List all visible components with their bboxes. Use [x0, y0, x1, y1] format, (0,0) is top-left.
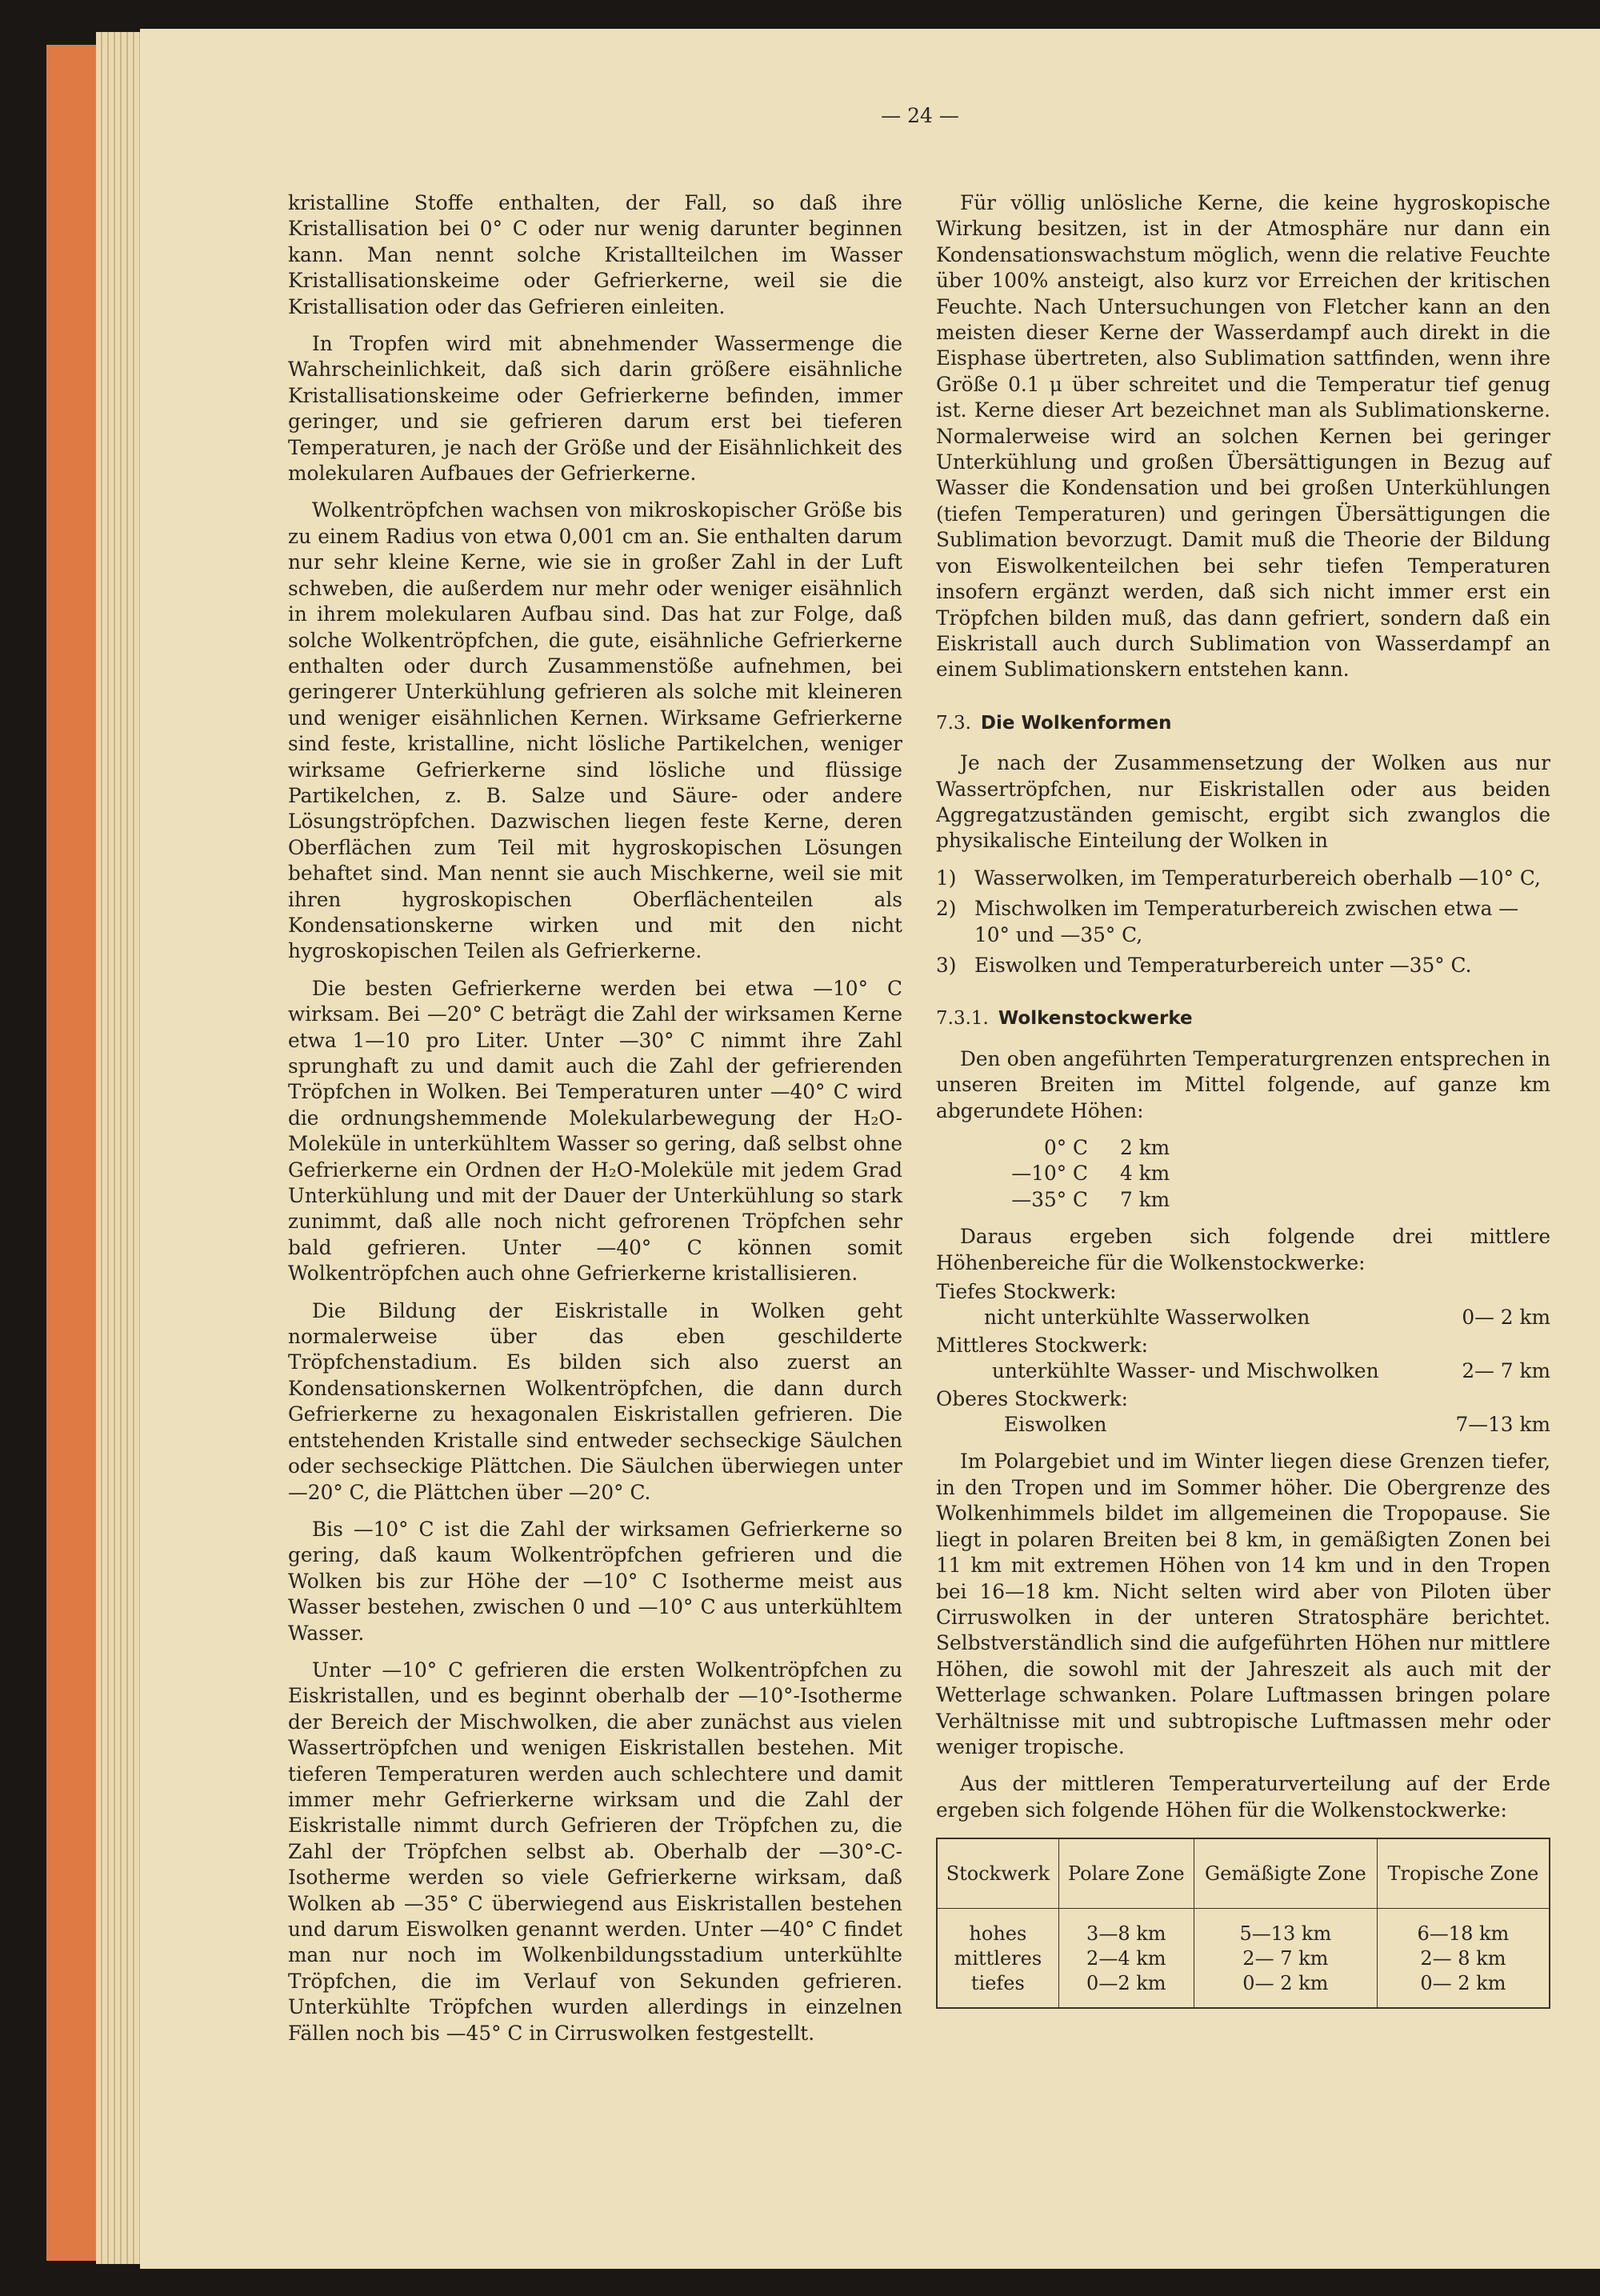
subsection-heading [936, 1006, 1550, 1031]
right-column [936, 190, 1550, 2009]
section-title: Die Wolkenformen [980, 712, 1172, 734]
paragraph: Bis —10° C ist die Zahl der wirksamen Gefrierkerne so gering, daß kaum Wolkentröpfchen gefrieren und die Wolken bis zur Höhe der —10° C Isotherme meist aus Wasser bestehen, zwischen 0 und —10° C aus unterkühltem Wasser. [288, 1517, 902, 1645]
table-header: Polare Zone [1058, 1838, 1194, 1909]
table-cell: hohes mittleres tiefes [937, 1909, 1058, 2009]
paragraph: Für völlig unlösliche Kerne, die keine hygroskopische Wirkung besitzen, ist in der Atmosphäre nur dann ein Kondensationswachstum möglich, wenn die relative Feuchte über 100% ansteigt, also kurz vor Erreichen der kritischen Feuchte. Nach Untersuchungen von Fletcher kann an den meisten dieser Kerne der Wasserdampf auch direkt in die Eisphase übertreten, also Sublimation sattfinden, wenn ihre Größe 0.1 μ über schreitet und die Temperatur tief genug ist. Kerne dieser Art bezeichnet man als Sublimationskerne. Normalerweise wird an solchen Kernen bei geringer Unterkühlung und großen Übersättigungen in Bezug auf Wasser die Kondensation und bei großen Unterkühlungen (tiefen Temperaturen) und geringen Übersättigungen die Sublimation bevorzugt. Damit muß die Theorie der Bildung von Eiswolkenteilchen bei sehr tiefen Temperaturen insofern ergänzt werden, daß sich nicht immer erst ein Tröpfchen bilden muß, das dann gefriert, sondern daß ein Eiskristall auch durch Sublimation von Wasserdampf an einem Sublimationskern entstehen kann. [936, 191, 1550, 682]
level-item: Tiefes Stockwerk: nicht unterkühlte Wasserwolken 0— 2 km [936, 1280, 1550, 1330]
paragraph: In Tropfen wird mit abnehmender Wassermenge die Wahrscheinlichkeit, daß sich darin größere eisähnliche Kristallisationskeime oder Gefrierkerne befinden, immer geringer, und sie gefrieren darum erst bei tieferen Temperaturen, je nach der Größe und der Eisähnlichkeit des molekularen Aufbaues der Gefrierkerne. [288, 332, 902, 486]
paragraph: Daraus ergeben sich folgende drei mittlere Höhenbereiche für die Wolkenstockwerke: [936, 1225, 1550, 1274]
left-column [288, 190, 902, 2058]
table-row [937, 1909, 1550, 2009]
paragraph: Die besten Gefrierkerne werden bei etwa —10° C wirksam. Bei —20° C beträgt die Zahl der wirksamen Kerne etwa 1—10 pro Liter. Unter —30° C nimmt ihre Zahl sprunghaft zu und damit auch die Zahl der gefrierenden Tröpfchen in Wolken. Bei Temperaturen unter —40° C wird die ordnungshemmende Molekularbewegung der H₂O-Moleküle in unterkühltem Wasser so gering, daß selbst ohne Gefrierkerne ein Ordnen der H₂O-Moleküle mit jedem Grad Unterkühlung und mit der Dauer der Unterkühlung so stark zunimmt, daß alle noch nicht gefrorenen Tröpfchen sehr bald gefrieren. Unter —40° C können somit Wolkentröpfchen auch ohne Gefrierkerne kristallisieren. [288, 976, 902, 1286]
table-cell: 5—13 km 2— 7 km 0— 2 km [1194, 1909, 1377, 2009]
list-item: —35° C 7 km [1011, 1187, 1170, 1211]
section-heading [936, 710, 1550, 736]
table-cell: 3—8 km 2—4 km 0—2 km [1058, 1909, 1194, 2009]
list-item: 1) Wasserwolken, im Temperaturbereich oberhalb —10° C, [936, 866, 1541, 890]
list-item: —10° C 4 km [1011, 1162, 1170, 1186]
subsection-number: 7.3.1. [936, 1008, 989, 1030]
paragraph: Wolkentröpfchen wachsen von mikroskopischer Größe bis zu einem Radius von etwa 0,001 cm an. Sie enthalten darum nur sehr kleine Kerne, wie sie in großer Zahl in der Luft schweben, die außerdem nur mehr oder weniger eisähnlich in ihrem molekularen Aufbau sind. Das hat zur Folge, daß solche Wolkentröpfchen, die gute, eisähnliche Gefrierkerne enthalten oder durch Zusammenstöße aufnehmen, bei geringerer Unterkühlung gefrieren als solche mit kleineren und weniger eisähnlichen Kernen. Wirksame Gefrierkerne sind feste, kristalline, nicht lösliche Partikelchen, weniger wirksame Gefrierkerne sind lösliche und flüssige Partikelchen, z. B. Salze und Säure- oder andere Lösungströpfchen. Dazwischen liegen feste Kerne, deren Oberflächen zum Teil mit hygroskopischen Lösungen behaftet sind. Man nennt sie auch Mischkerne, weil sie mit ihren hygroskopischen Oberflächenteilen als Kondensationskerne wirken und mit den nicht hygroskopischen Teilen als Gefrierkerne. [288, 498, 902, 963]
temperature-height-list [1000, 1135, 1550, 1213]
paragraph: Den oben angeführten Temperaturgrenzen entsprechen in unseren Breiten im Mittel folgende, auf ganze km abgerundete Höhen: [936, 1046, 1550, 1122]
subsection-title: Wolkenstockwerke [998, 1008, 1193, 1030]
table-cell: 6—18 km 2— 8 km 0— 2 km [1377, 1909, 1550, 2009]
list-item: 3) Eiswolken und Temperaturbereich unter —35° C. [936, 953, 1472, 977]
page-number: — 24 — [881, 104, 959, 127]
list-item: 0° C 2 km [1043, 1136, 1170, 1159]
paragraph: Unter —10° C gefrieren die ersten Wolkentröpfchen zu Eiskristallen, und es beginnt oberhalb der —10°-Isotherme der Bereich der Mischwolken, die aber zunächst aus vielen Wassertröpfchen und wenigen Eiskristallen bestehen. Mit tieferen Temperaturen werden auch schlechtere und damit immer mehr Gefrierkerne wirksam und die Zahl der Eiskristalle nimmt durch Gefrieren der Tröpfchen zu, die Zahl der Tröpfchen selbst ab. Oberhalb der —30°-C-Isotherme werden so viele Gefrierkerne wirksam, daß Wolken ab —35° C überwiegend aus Eiskristallen bestehen und darum Eiswolken genannt werden. Unter —40° C findet man nur noch im Wolkenbildungsstadium unterkühlte Tröpfchen, die im Verlauf von Sekunden gefrieren. Unterkühlte Tröpfchen wurden allerdings in einzelnen Fällen noch bis —45° C in Cirruswolken festgestellt. [288, 1658, 902, 2045]
level-item: Oberes Stockwerk: Eiswolken 7—13 km [936, 1386, 1550, 1437]
section-number: 7.3. [936, 712, 971, 734]
level-item: Mittleres Stockwerk: unterkühlte Wasser- und Mischwolken 2— 7 km [936, 1333, 1550, 1383]
paragraph: Je nach der Zusammensetzung der Wolken aus nur Wassertröpfchen, nur Eiskristallen oder aus beiden Aggregatzuständen gemischt, ergibt sich zwanglos die physikalische Einteilung der Wolken in [936, 751, 1550, 853]
table-header: Stockwerk [937, 1838, 1058, 1909]
paragraph: Im Polargebiet und im Winter liegen diese Grenzen tiefer, in den Tropen und im Sommer höher. Die Obergrenze des Wolkenhimmels bildet im allgemeinen die Tropopause. Sie liegt in polaren Breiten bei 8 km, in gemäßigten Zonen bei 11 km mit extremen Höhen von 14 km und in den Tropen bei 16—18 km. Nicht selten wird aber von Piloten über Cirruswolken in der unteren Stratosphäre berichtet. Selbstverständlich sind die aufgeführten Höhen nur mittlere Höhen, die sowohl mit der Jahreszeit als auch mit der Wetterlage schwanken. Polare Luftmassen bringen polare Verhältnisse mit und subtropische Luftmassen mehr oder weniger tropische. [936, 1450, 1550, 1758]
paragraph: Aus der mittleren Temperaturverteilung auf der Erde ergeben sich folgende Höhen für die Wolkenstockwerke: [936, 1772, 1550, 1822]
paragraph: Die Bildung der Eiskristalle in Wolken geht normalerweise über das eben geschilderte Tröpfchenstadium. Es bilden sich also zuerst an Kondensationskernen Wolkentröpfchen, die dann durch Gefrierkerne zu hexagonalen Eiskristallen gefrieren. Die entstehenden Kristalle sind entweder sechseckige Säulchen oder sechseckige Plättchen. Die Säulchen überwiegen unter —20° C, die Plättchen über —20° C. [288, 1298, 902, 1504]
table-header: Gemäßigte Zone [1194, 1838, 1377, 1909]
paragraph: kristalline Stoffe enthalten, der Fall, so daß ihre Kristallisation bei 0° C oder nur wenig darunter beginnen kann. Man nennt solche Kristallteilchen im Wasser Kristallisationskeime oder Gefrierkerne, weil sie die Kristallisation oder das Gefrieren einleiten. [288, 191, 902, 318]
list-item: 2) Mischwolken im Temperaturbereich zwischen etwa —10° und —35° C, [936, 897, 1519, 946]
table-header-row [937, 1838, 1550, 1909]
cloud-type-list [936, 866, 1550, 979]
table-header: Tropische Zone [1377, 1838, 1550, 1909]
height-table [936, 1838, 1550, 2009]
